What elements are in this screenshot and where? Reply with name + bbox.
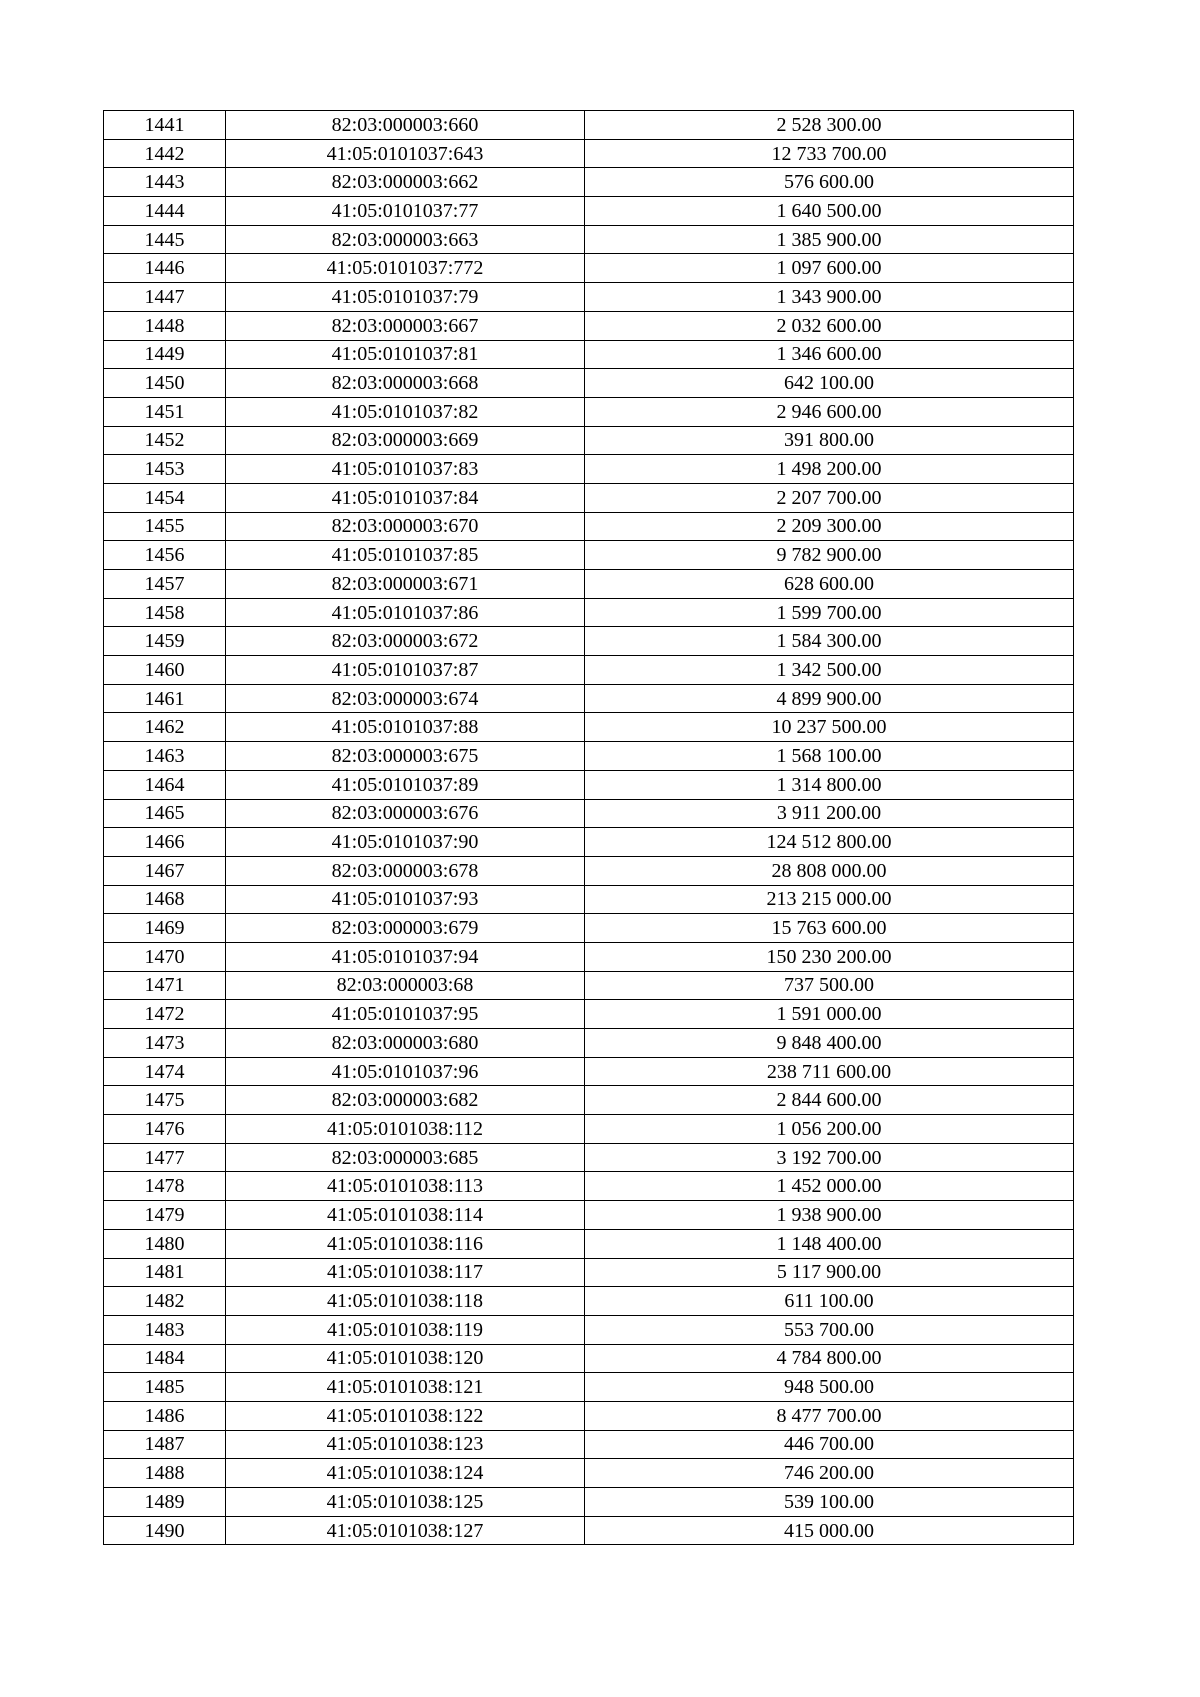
table-row: [104, 598, 1074, 627]
value-cell: 737 500.00: [585, 971, 1074, 1000]
row-number-cell: 1457: [104, 570, 226, 599]
value-cell: 539 100.00: [585, 1488, 1074, 1517]
row-number-cell: 1456: [104, 541, 226, 570]
row-number-cell: 1442: [104, 139, 226, 168]
table-row: [104, 1373, 1074, 1402]
row-number-cell: 1454: [104, 483, 226, 512]
value-cell: 1 385 900.00: [585, 225, 1074, 254]
cadastral-number-cell: 41:05:0101038:122: [226, 1401, 585, 1430]
value-cell: 1 148 400.00: [585, 1229, 1074, 1258]
cadastral-value-table: [103, 110, 1074, 1545]
cadastral-number-cell: 41:05:0101038:127: [226, 1516, 585, 1545]
row-number-cell: 1460: [104, 656, 226, 685]
row-number-cell: 1451: [104, 397, 226, 426]
row-number-cell: 1472: [104, 1000, 226, 1029]
value-cell: 238 711 600.00: [585, 1057, 1074, 1086]
table-row: [104, 799, 1074, 828]
cadastral-number-cell: 41:05:0101038:119: [226, 1315, 585, 1344]
row-number-cell: 1474: [104, 1057, 226, 1086]
cadastral-number-cell: 82:03:000003:676: [226, 799, 585, 828]
cadastral-number-cell: 82:03:000003:670: [226, 512, 585, 541]
cadastral-number-cell: 41:05:0101038:117: [226, 1258, 585, 1287]
value-cell: 1 599 700.00: [585, 598, 1074, 627]
cadastral-number-cell: 41:05:0101037:93: [226, 885, 585, 914]
table-row: [104, 1315, 1074, 1344]
value-cell: 642 100.00: [585, 369, 1074, 398]
row-number-cell: 1480: [104, 1229, 226, 1258]
cadastral-number-cell: 41:05:0101037:81: [226, 340, 585, 369]
table-row: [104, 1000, 1074, 1029]
row-number-cell: 1447: [104, 283, 226, 312]
cadastral-number-cell: 41:05:0101037:84: [226, 483, 585, 512]
table-row: [104, 397, 1074, 426]
value-cell: 8 477 700.00: [585, 1401, 1074, 1430]
cadastral-number-cell: 41:05:0101037:77: [226, 197, 585, 226]
row-number-cell: 1455: [104, 512, 226, 541]
cadastral-number-cell: 41:05:0101037:89: [226, 770, 585, 799]
table-row: [104, 1488, 1074, 1517]
table-body: [104, 111, 1074, 1545]
table-row: [104, 225, 1074, 254]
row-number-cell: 1484: [104, 1344, 226, 1373]
row-number-cell: 1449: [104, 340, 226, 369]
cadastral-number-cell: 41:05:0101038:114: [226, 1201, 585, 1230]
table-row: [104, 942, 1074, 971]
row-number-cell: 1448: [104, 311, 226, 340]
value-cell: 553 700.00: [585, 1315, 1074, 1344]
cadastral-number-cell: 82:03:000003:685: [226, 1143, 585, 1172]
cadastral-number-cell: 82:03:000003:667: [226, 311, 585, 340]
row-number-cell: 1476: [104, 1115, 226, 1144]
row-number-cell: 1466: [104, 828, 226, 857]
row-number-cell: 1450: [104, 369, 226, 398]
value-cell: 213 215 000.00: [585, 885, 1074, 914]
row-number-cell: 1473: [104, 1029, 226, 1058]
row-number-cell: 1489: [104, 1488, 226, 1517]
table-row: [104, 627, 1074, 656]
row-number-cell: 1464: [104, 770, 226, 799]
row-number-cell: 1479: [104, 1201, 226, 1230]
cadastral-number-cell: 82:03:000003:680: [226, 1029, 585, 1058]
table-row: [104, 541, 1074, 570]
table-row: [104, 455, 1074, 484]
value-cell: 9 782 900.00: [585, 541, 1074, 570]
table-row: [104, 1201, 1074, 1230]
cadastral-number-cell: 82:03:000003:662: [226, 168, 585, 197]
row-number-cell: 1459: [104, 627, 226, 656]
cadastral-number-cell: 41:05:0101038:123: [226, 1430, 585, 1459]
cadastral-number-cell: 41:05:0101037:94: [226, 942, 585, 971]
value-cell: 2 209 300.00: [585, 512, 1074, 541]
table-row: [104, 971, 1074, 1000]
table-row: [104, 656, 1074, 685]
cadastral-number-cell: 82:03:000003:682: [226, 1086, 585, 1115]
table-row: [104, 1258, 1074, 1287]
value-cell: 1 568 100.00: [585, 742, 1074, 771]
value-cell: 2 528 300.00: [585, 111, 1074, 140]
table-row: [104, 340, 1074, 369]
table-row: [104, 1287, 1074, 1316]
value-cell: 9 848 400.00: [585, 1029, 1074, 1058]
table-row: [104, 197, 1074, 226]
row-number-cell: 1468: [104, 885, 226, 914]
row-number-cell: 1481: [104, 1258, 226, 1287]
value-cell: 15 763 600.00: [585, 914, 1074, 943]
cadastral-number-cell: 82:03:000003:663: [226, 225, 585, 254]
value-cell: 10 237 500.00: [585, 713, 1074, 742]
value-cell: 150 230 200.00: [585, 942, 1074, 971]
cadastral-number-cell: 41:05:0101037:88: [226, 713, 585, 742]
value-cell: 3 911 200.00: [585, 799, 1074, 828]
table-row: [104, 1143, 1074, 1172]
cadastral-number-cell: 41:05:0101037:82: [226, 397, 585, 426]
table-row: [104, 1172, 1074, 1201]
table-row: [104, 684, 1074, 713]
table-row: [104, 742, 1074, 771]
cadastral-number-cell: 41:05:0101037:643: [226, 139, 585, 168]
value-cell: 28 808 000.00: [585, 856, 1074, 885]
table-row: [104, 713, 1074, 742]
value-cell: 1 056 200.00: [585, 1115, 1074, 1144]
cadastral-number-cell: 82:03:000003:68: [226, 971, 585, 1000]
row-number-cell: 1467: [104, 856, 226, 885]
value-cell: 3 192 700.00: [585, 1143, 1074, 1172]
row-number-cell: 1462: [104, 713, 226, 742]
cadastral-number-cell: 82:03:000003:674: [226, 684, 585, 713]
value-cell: 948 500.00: [585, 1373, 1074, 1402]
cadastral-number-cell: 41:05:0101038:125: [226, 1488, 585, 1517]
value-cell: 1 342 500.00: [585, 656, 1074, 685]
row-number-cell: 1469: [104, 914, 226, 943]
table-row: [104, 885, 1074, 914]
cadastral-number-cell: 82:03:000003:679: [226, 914, 585, 943]
table-row: [104, 1401, 1074, 1430]
table-row: [104, 1344, 1074, 1373]
value-cell: 746 200.00: [585, 1459, 1074, 1488]
table-row: [104, 139, 1074, 168]
table-row: [104, 1115, 1074, 1144]
row-number-cell: 1478: [104, 1172, 226, 1201]
table-row: [104, 1516, 1074, 1545]
cadastral-number-cell: 41:05:0101038:113: [226, 1172, 585, 1201]
table-row: [104, 283, 1074, 312]
row-number-cell: 1452: [104, 426, 226, 455]
table-row: [104, 1229, 1074, 1258]
cadastral-number-cell: 41:05:0101037:90: [226, 828, 585, 857]
cadastral-number-cell: 82:03:000003:660: [226, 111, 585, 140]
cadastral-number-cell: 41:05:0101038:124: [226, 1459, 585, 1488]
table-row: [104, 311, 1074, 340]
row-number-cell: 1443: [104, 168, 226, 197]
row-number-cell: 1483: [104, 1315, 226, 1344]
table-row: [104, 426, 1074, 455]
value-cell: 1 343 900.00: [585, 283, 1074, 312]
cadastral-number-cell: 82:03:000003:669: [226, 426, 585, 455]
value-cell: 2 946 600.00: [585, 397, 1074, 426]
table-row: [104, 570, 1074, 599]
cadastral-number-cell: 41:05:0101037:83: [226, 455, 585, 484]
cadastral-number-cell: 41:05:0101037:85: [226, 541, 585, 570]
table-row: [104, 1029, 1074, 1058]
cadastral-number-cell: 41:05:0101037:772: [226, 254, 585, 283]
cadastral-number-cell: 41:05:0101038:120: [226, 1344, 585, 1373]
value-cell: 2 032 600.00: [585, 311, 1074, 340]
value-cell: 1 938 900.00: [585, 1201, 1074, 1230]
row-number-cell: 1482: [104, 1287, 226, 1316]
cadastral-number-cell: 41:05:0101038:116: [226, 1229, 585, 1258]
cadastral-number-cell: 82:03:000003:671: [226, 570, 585, 599]
row-number-cell: 1463: [104, 742, 226, 771]
cadastral-number-cell: 41:05:0101037:86: [226, 598, 585, 627]
cadastral-number-cell: 41:05:0101038:118: [226, 1287, 585, 1316]
value-cell: 611 100.00: [585, 1287, 1074, 1316]
table-row: [104, 369, 1074, 398]
value-cell: 1 097 600.00: [585, 254, 1074, 283]
value-cell: 1 591 000.00: [585, 1000, 1074, 1029]
table-row: [104, 111, 1074, 140]
table-row: [104, 483, 1074, 512]
cadastral-number-cell: 82:03:000003:672: [226, 627, 585, 656]
value-cell: 5 117 900.00: [585, 1258, 1074, 1287]
row-number-cell: 1485: [104, 1373, 226, 1402]
value-cell: 391 800.00: [585, 426, 1074, 455]
table-row: [104, 1086, 1074, 1115]
cadastral-number-cell: 82:03:000003:675: [226, 742, 585, 771]
row-number-cell: 1458: [104, 598, 226, 627]
value-cell: 415 000.00: [585, 1516, 1074, 1545]
value-cell: 1 346 600.00: [585, 340, 1074, 369]
value-cell: 576 600.00: [585, 168, 1074, 197]
row-number-cell: 1446: [104, 254, 226, 283]
row-number-cell: 1475: [104, 1086, 226, 1115]
value-cell: 1 640 500.00: [585, 197, 1074, 226]
row-number-cell: 1444: [104, 197, 226, 226]
table-row: [104, 1057, 1074, 1086]
value-cell: 2 207 700.00: [585, 483, 1074, 512]
value-cell: 1 584 300.00: [585, 627, 1074, 656]
row-number-cell: 1453: [104, 455, 226, 484]
value-cell: 2 844 600.00: [585, 1086, 1074, 1115]
row-number-cell: 1477: [104, 1143, 226, 1172]
row-number-cell: 1470: [104, 942, 226, 971]
row-number-cell: 1471: [104, 971, 226, 1000]
cadastral-number-cell: 41:05:0101037:95: [226, 1000, 585, 1029]
table-row: [104, 168, 1074, 197]
value-cell: 1 498 200.00: [585, 455, 1074, 484]
row-number-cell: 1445: [104, 225, 226, 254]
value-cell: 124 512 800.00: [585, 828, 1074, 857]
table-row: [104, 828, 1074, 857]
value-cell: 4 784 800.00: [585, 1344, 1074, 1373]
row-number-cell: 1461: [104, 684, 226, 713]
table-row: [104, 254, 1074, 283]
table-row: [104, 1459, 1074, 1488]
cadastral-number-cell: 41:05:0101037:87: [226, 656, 585, 685]
row-number-cell: 1490: [104, 1516, 226, 1545]
table-row: [104, 914, 1074, 943]
value-cell: 1 314 800.00: [585, 770, 1074, 799]
table-row: [104, 512, 1074, 541]
value-cell: 12 733 700.00: [585, 139, 1074, 168]
table-row: [104, 770, 1074, 799]
cadastral-number-cell: 41:05:0101038:112: [226, 1115, 585, 1144]
cadastral-number-cell: 82:03:000003:668: [226, 369, 585, 398]
row-number-cell: 1488: [104, 1459, 226, 1488]
table-row: [104, 1430, 1074, 1459]
value-cell: 628 600.00: [585, 570, 1074, 599]
value-cell: 446 700.00: [585, 1430, 1074, 1459]
cadastral-number-cell: 82:03:000003:678: [226, 856, 585, 885]
cadastral-number-cell: 41:05:0101037:79: [226, 283, 585, 312]
value-cell: 1 452 000.00: [585, 1172, 1074, 1201]
row-number-cell: 1487: [104, 1430, 226, 1459]
row-number-cell: 1465: [104, 799, 226, 828]
row-number-cell: 1441: [104, 111, 226, 140]
table-row: [104, 856, 1074, 885]
cadastral-number-cell: 41:05:0101037:96: [226, 1057, 585, 1086]
row-number-cell: 1486: [104, 1401, 226, 1430]
value-cell: 4 899 900.00: [585, 684, 1074, 713]
cadastral-number-cell: 41:05:0101038:121: [226, 1373, 585, 1402]
